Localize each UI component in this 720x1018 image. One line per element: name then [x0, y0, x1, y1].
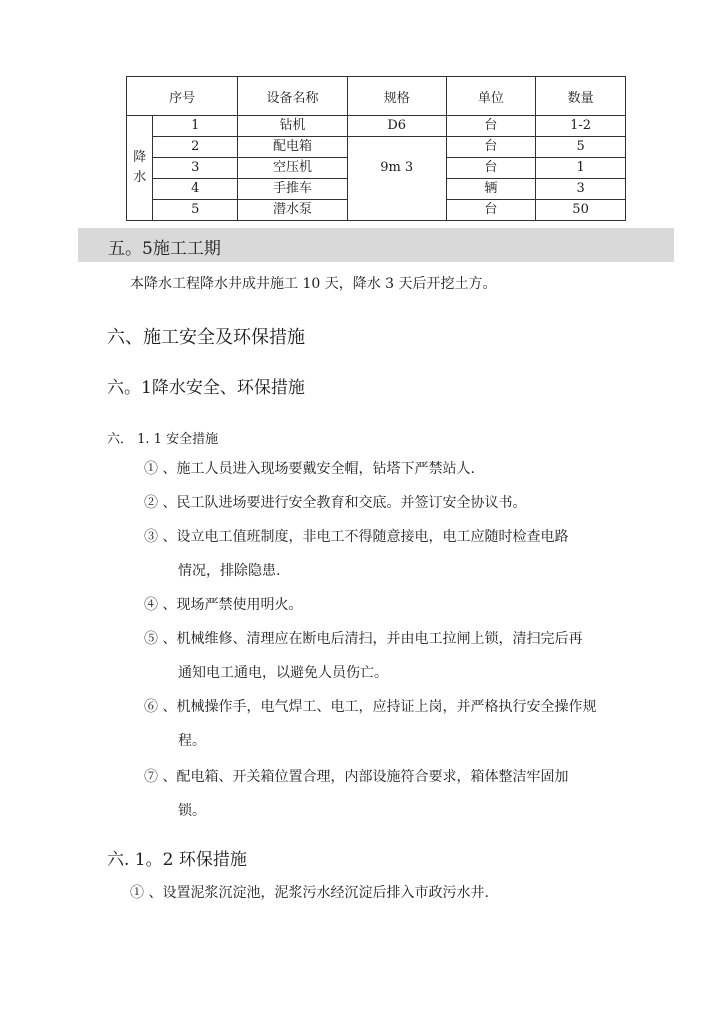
group-label: 降水	[127, 116, 153, 221]
section-title-5-5: 五。5施工工期	[108, 239, 221, 259]
section-title-6: 六、施工安全及环保措施	[107, 327, 305, 348]
table-row	[127, 137, 626, 158]
safety-item-continued: 情况，排除隐患.	[178, 563, 281, 579]
equipment-table	[126, 76, 626, 221]
cell-spec: D6	[347, 116, 446, 137]
schedule-paragraph: 本降水工程降水井成井施工 10 天，降水 3 天后开挖土方。	[130, 276, 497, 292]
cell-no: 1	[153, 116, 238, 137]
cell-name: 潜水泵	[238, 200, 348, 221]
cell-unit: 台	[446, 158, 536, 179]
cell-name: 配电箱	[238, 137, 348, 158]
subsection-title-6-1-2: 六. 1。2 环保措施	[107, 850, 247, 870]
table-row	[127, 179, 626, 200]
header-no: 序号	[127, 77, 238, 116]
safety-item: ③ 、设立电工值班制度，非电工不得随意接电，电工应随时检查电路	[144, 529, 569, 545]
table-row	[127, 200, 626, 221]
header-name: 设备名称	[238, 77, 348, 116]
header-qty: 数量	[536, 77, 626, 116]
safety-item: ④ 、现场严禁使用明火。	[144, 597, 303, 613]
cell-no: 3	[153, 158, 238, 179]
cell-spec	[347, 200, 446, 221]
safety-item-continued: 程。	[178, 733, 206, 749]
table-header-row	[127, 77, 626, 116]
safety-item: ⑦ 、配电箱、开关箱位置合理，内部设施符合要求，箱体整洁牢固加	[144, 769, 569, 785]
cell-unit: 辆	[446, 179, 536, 200]
header-spec: 规格	[347, 77, 446, 116]
environment-item: ① 、设置泥浆沉淀池，泥浆污水经沉淀后排入市政污水井.	[130, 885, 489, 901]
cell-spec	[347, 179, 446, 200]
safety-item-continued: 通知电工通电，以避免人员伤亡。	[178, 665, 388, 681]
cell-qty: 3	[536, 179, 626, 200]
subsection-title-6-1-1: 六． 1. 1 安全措施	[107, 432, 219, 447]
cell-unit: 台	[446, 200, 536, 221]
safety-item-continued: 锁。	[178, 803, 206, 819]
table-row	[127, 158, 626, 179]
cell-no: 4	[153, 179, 238, 200]
subsection-title-6-1: 六。1降水安全、环保措施	[107, 378, 305, 398]
cell-qty: 1	[536, 158, 626, 179]
safety-item: ⑥ 、机械操作手，电气焊工、电工，应持证上岗，并严格执行安全操作规	[144, 699, 597, 715]
cell-unit: 台	[446, 116, 536, 137]
cell-spec	[347, 137, 446, 158]
header-unit: 单位	[446, 77, 536, 116]
cell-no: 5	[153, 200, 238, 221]
safety-item: ⑤ 、机械维修、清理应在断电后清扫，并由电工拉闸上锁，清扫完后再	[144, 631, 583, 647]
cell-qty: 5	[536, 137, 626, 158]
table-row	[127, 116, 626, 137]
section-heading-bar	[78, 228, 674, 262]
cell-unit: 台	[446, 137, 536, 158]
safety-item: ① 、施工人员进入现场要戴安全帽，钻塔下严禁站人.	[144, 461, 475, 477]
cell-name: 钻机	[238, 116, 348, 137]
safety-item: ② 、民工队进场要进行安全教育和交底。并签订安全协议书。	[144, 495, 527, 511]
cell-name: 手推车	[238, 179, 348, 200]
cell-qty: 50	[536, 200, 626, 221]
cell-qty: 1-2	[536, 116, 626, 137]
cell-spec: 9m 3	[347, 158, 446, 179]
cell-name: 空压机	[238, 158, 348, 179]
cell-no: 2	[153, 137, 238, 158]
